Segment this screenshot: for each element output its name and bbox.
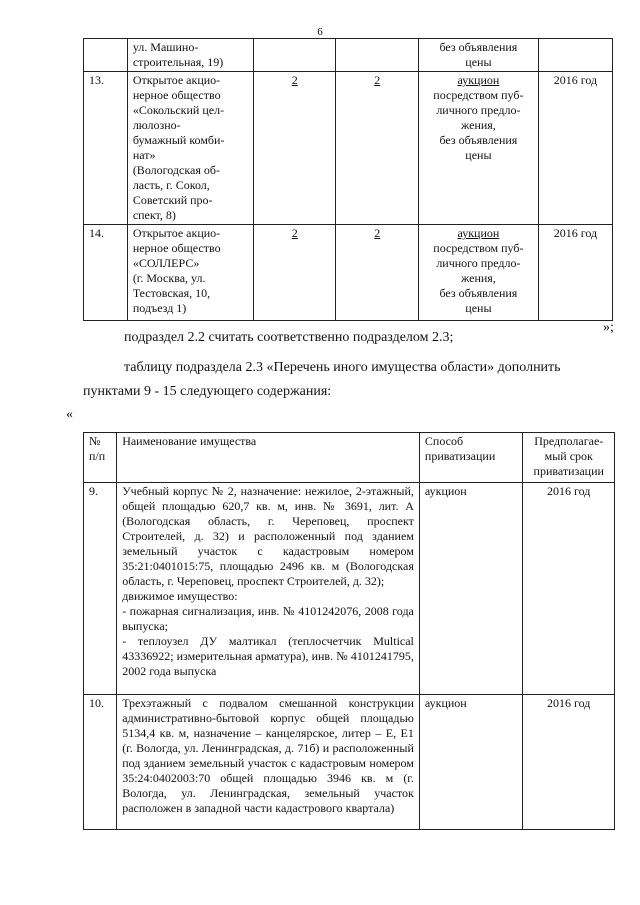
header-method: Способ приватизации bbox=[419, 433, 523, 483]
value-text: 2 bbox=[374, 73, 381, 87]
organizations-table bbox=[83, 38, 613, 321]
property-description bbox=[117, 695, 420, 830]
name-line: Открытое акцио- bbox=[132, 73, 221, 87]
name-line: (г. Москва, ул. bbox=[132, 271, 206, 285]
privatization-year: 2016 год bbox=[538, 225, 612, 321]
header-name: Наименование имущества bbox=[117, 433, 420, 483]
name-line: «Сокольский цел- bbox=[132, 103, 225, 117]
value-cell bbox=[254, 72, 336, 225]
privatization-year: 2016 год bbox=[523, 695, 615, 830]
name-line: Тестовская, 10, bbox=[132, 286, 211, 300]
table-header-row bbox=[84, 433, 615, 483]
description-line: - пожарная сигнализация, инв. № 4101242076, 2008 года выпуска; bbox=[122, 604, 414, 633]
description-line: движимое имущество: bbox=[122, 589, 238, 603]
method-line: без объявления bbox=[439, 286, 518, 300]
header-num: № п/п bbox=[84, 433, 117, 483]
row-number: 9. bbox=[84, 483, 117, 695]
organization-name bbox=[127, 39, 253, 72]
method-line: без объявления bbox=[439, 40, 518, 54]
row-number: 10. bbox=[84, 695, 117, 830]
method-line: посредством пуб- bbox=[433, 88, 524, 102]
value-cell bbox=[254, 39, 336, 72]
value-text: 2 bbox=[374, 226, 381, 240]
value-text: 2 bbox=[291, 73, 298, 87]
table-row bbox=[84, 72, 613, 225]
name-line: подъезд 1) bbox=[132, 301, 187, 315]
property-table bbox=[83, 432, 615, 830]
value-cell bbox=[336, 72, 418, 225]
name-line: спект, 8) bbox=[132, 208, 176, 222]
table-row bbox=[84, 695, 615, 830]
name-line: бумажный комби- bbox=[132, 133, 225, 147]
privatization-method bbox=[418, 225, 538, 321]
table-row bbox=[84, 39, 613, 72]
method-line: посредством пуб- bbox=[433, 241, 524, 255]
value-cell bbox=[336, 225, 418, 321]
table-row bbox=[84, 225, 613, 321]
privatization-year bbox=[538, 39, 612, 72]
header-year: Предполагае-мый срок приватизации bbox=[523, 433, 615, 483]
closing-quote: »; bbox=[603, 320, 614, 335]
value-cell bbox=[336, 39, 418, 72]
method-line: цены bbox=[465, 301, 492, 315]
row-number: 14. bbox=[84, 225, 128, 321]
opening-quote: « bbox=[66, 407, 73, 422]
name-line: строительная, 19) bbox=[132, 55, 224, 69]
privatization-method bbox=[418, 72, 538, 225]
privatization-year: 2016 год bbox=[538, 72, 612, 225]
name-line: люлозно- bbox=[132, 118, 181, 132]
name-line: ласть, г. Сокол, bbox=[132, 178, 210, 192]
privatization-method: аукцион bbox=[419, 695, 523, 830]
value-text: 2 bbox=[291, 226, 298, 240]
method-line: цены bbox=[465, 55, 492, 69]
paragraph-table-line2: пунктами 9 - 15 следующего содержания: bbox=[83, 384, 332, 399]
row-number: 13. bbox=[84, 72, 128, 225]
name-line: «СОЛЛЕРС» bbox=[132, 256, 200, 270]
name-line: (Вологодская об- bbox=[132, 163, 220, 177]
method-auction: аукцион bbox=[457, 73, 500, 87]
name-line: Открытое акцио- bbox=[132, 226, 221, 240]
name-line: нерное общество bbox=[132, 88, 221, 102]
description-line: - теплоузел ДУ малтикал (теплосчетчик Multical 43336922; измерительная арматура), инв. № 4101241795, 2002 года выпуска bbox=[122, 634, 414, 678]
name-line: Советский про- bbox=[132, 193, 213, 207]
method-line: личного предло- bbox=[436, 103, 521, 117]
paragraph-subsection: подраздел 2.2 считать соответственно подразделом 2.3; bbox=[124, 330, 454, 345]
privatization-method: аукцион bbox=[419, 483, 523, 695]
row-number bbox=[84, 39, 128, 72]
organization-name bbox=[127, 72, 253, 225]
method-line: жения, bbox=[460, 118, 496, 132]
value-cell bbox=[254, 225, 336, 321]
name-line: нерное общество bbox=[132, 241, 221, 255]
privatization-method bbox=[418, 39, 538, 72]
description-text: Трехэтажный с подвалом смешанной конструкции административно-бытовой корпус общей площадью 5134,4 кв. м, назначение – канцелярское, литер – Е, Е1 (г. Вологда, ул. Ленинградская, д. 71б) и расположенный под зданием земельный участок с кадастровым номером 35:24:0402003:70 общей площадью 3946 кв. м (г. Вологда, ул. Ленинградская, земельный участок расположен в западной части кадастрового квартала) bbox=[122, 696, 414, 815]
method-line: без объявления bbox=[439, 133, 518, 147]
organization-name bbox=[127, 225, 253, 321]
method-line: личного предло- bbox=[436, 256, 521, 270]
privatization-year: 2016 год bbox=[523, 483, 615, 695]
name-line: нат» bbox=[132, 148, 156, 162]
description-text: Учебный корпус № 2, назначение: нежилое, 2-этажный, общей площадью 620,7 кв. м, инв. № 3691, лит. А (Вологодская область, г. Череповец, проспект Строителей, д. 32) и расположенный под зданием земельный участок с кадастровым номером 35:21:0401015:75, площадью 2496 кв. м (Вологодская область, г. Череповец, проспект Строителей, д. 32); bbox=[122, 484, 414, 588]
page-number: 6 bbox=[317, 26, 323, 38]
name-line: ул. Машино- bbox=[132, 40, 199, 54]
method-auction: аукцион bbox=[457, 226, 500, 240]
method-line: жения, bbox=[460, 271, 496, 285]
table-row bbox=[84, 483, 615, 695]
method-line: цены bbox=[465, 148, 492, 162]
property-description bbox=[117, 483, 420, 695]
paragraph-table-line1: таблицу подраздела 2.3 «Перечень иного имущества области» дополнить bbox=[124, 360, 561, 375]
